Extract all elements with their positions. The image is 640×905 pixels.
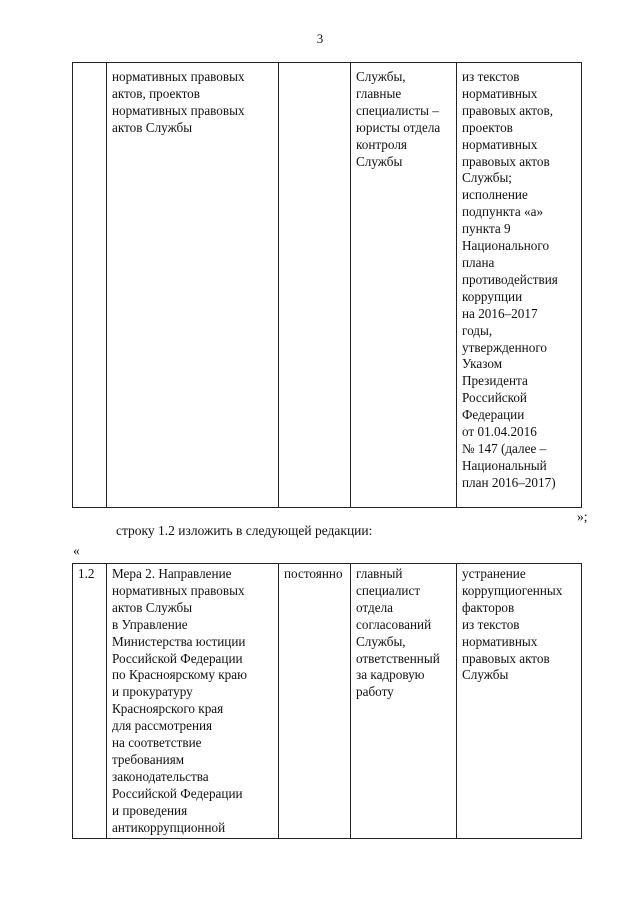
cell-responsible: Службы, главные специалисты – юристы отдела контроля Службы <box>351 63 457 508</box>
cell-number: 1.2 <box>73 564 107 839</box>
table-row <box>73 63 582 508</box>
cell-term: постоянно <box>279 564 351 839</box>
cell-measure: нормативных правовых актов, проектов нормативных правовых актов Службы <box>107 63 279 508</box>
opening-quote: « <box>73 543 80 558</box>
cell-result: из текстов нормативных правовых актов, проектов нормативных правовых актов Службы; исполнение подпункта «а» пункта 9 Национального плана противодействия коррупции на 2016–2017 годы, утвержденного Указом Президента Российской Федерации от 01.04.2016 № 147 (далее – Национальный план 2016–2017) <box>457 63 582 508</box>
cell-result: устранение коррупциогенных факторов из текстов нормативных правовых актов Службы <box>457 564 582 839</box>
measures-table-row-1-2 <box>72 563 582 839</box>
instruction-paragraph: строку 1.2 изложить в следующей редакции: <box>116 523 373 538</box>
page-number: 3 <box>316 31 324 46</box>
cell-term <box>279 63 351 508</box>
cell-number <box>73 63 107 508</box>
measures-table-continuation <box>72 62 582 508</box>
table-row <box>73 564 582 839</box>
closing-quote: »; <box>577 509 588 524</box>
cell-measure: Мера 2. Направление нормативных правовых актов Службы в Управление Министерства юстиции Российской Федерации по Красноярскому краю и прокуратуру Красноярского края для рассмотрения на соответствие требованиям законодательства Российской Федерации и проведения антикоррупционной <box>107 564 279 839</box>
cell-responsible: главный специалист отдела согласований Службы, ответственный за кадровую работу <box>351 564 457 839</box>
